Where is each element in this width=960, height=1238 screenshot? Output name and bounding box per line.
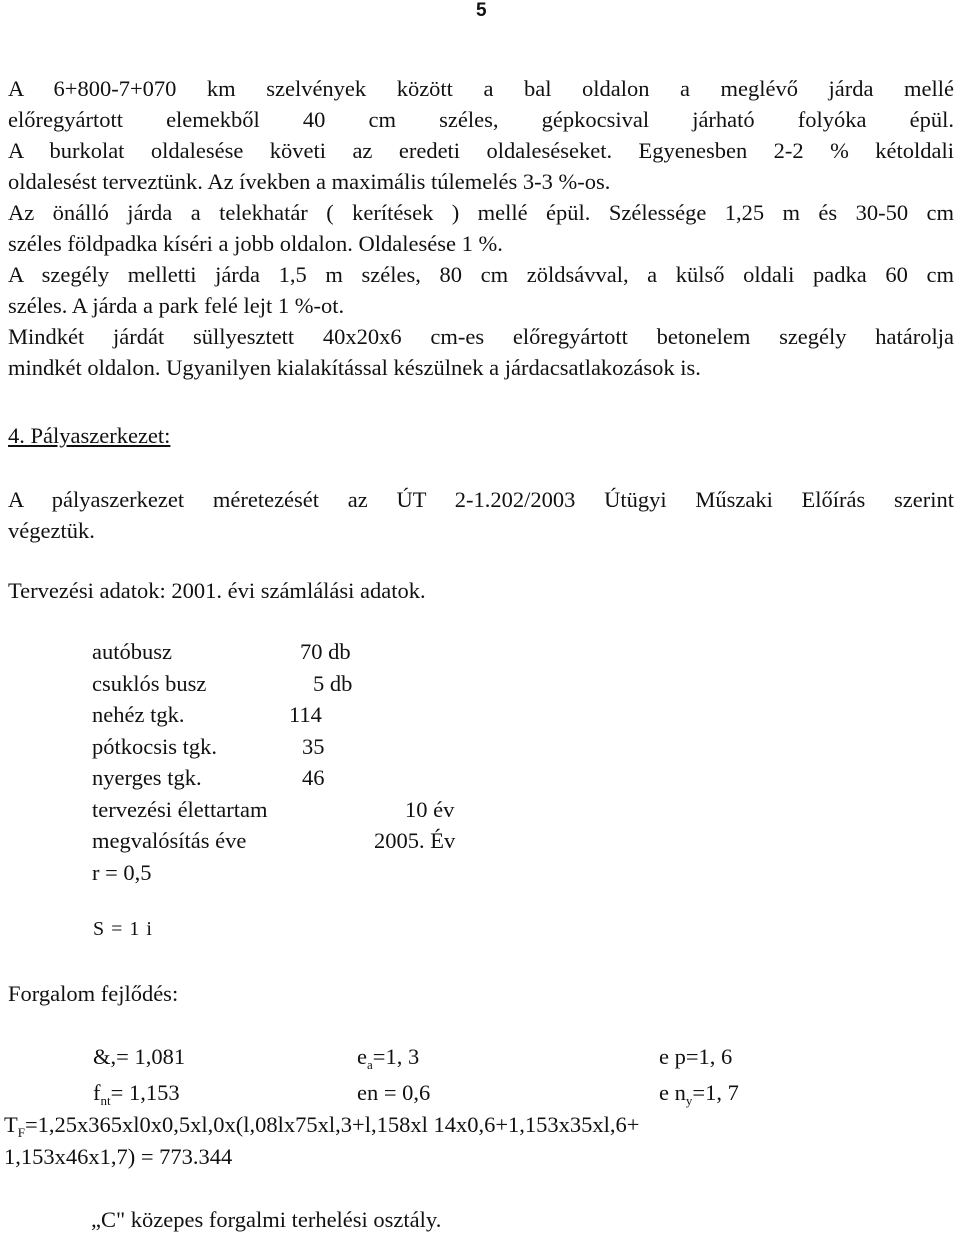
growth-factor-r1c2-rest: =1, 3 xyxy=(372,1044,420,1069)
section-heading: 4. Pályaszerkezet: xyxy=(8,423,171,448)
growth-factor-r2c3 xyxy=(659,1080,739,1109)
design-data-value: 70 db xyxy=(300,639,351,664)
growth-factor-r2c3-sub: y xyxy=(685,1093,693,1108)
growth-factor-r1c2-main: e xyxy=(357,1044,367,1069)
description-line: előregyártott elemekből 40 cm széles, gépkocsival járható folyóka épül. xyxy=(8,107,954,132)
tf-line1-text: =1,25x365xl0x0,5xl,0x(l,08lx75xl,3+l,158xl 14x0,6+1,153x35xl,6+ xyxy=(24,1112,640,1137)
page-number: 5 xyxy=(476,0,487,21)
description-line: A 6+800-7+070 km szelvények között a bal oldalon a meglévő járda mellé xyxy=(8,76,954,101)
growth-factor-r2c1-main: f xyxy=(93,1080,101,1105)
description-line: A szegély melletti járda 1,5 m széles, 80 cm zöldsávval, a külső oldali padka 60 cm xyxy=(8,262,954,287)
design-data-label: nehéz tgk. xyxy=(92,702,185,727)
design-data-value: 2005. Év xyxy=(374,828,456,853)
pavement-paragraph xyxy=(8,484,954,546)
traffic-growth-title: Forgalom fejlődés: xyxy=(8,981,179,1006)
design-data-label: autóbusz xyxy=(92,639,172,664)
description-line: oldalesést terveztünk. Az ívekben a maximális túlemelés 3-3 %-os. xyxy=(8,169,611,194)
growth-factor-r2c1-sub: nt xyxy=(100,1093,111,1108)
growth-factor-r2c2: en = 0,6 xyxy=(357,1080,431,1105)
design-data-value: 5 db xyxy=(313,670,353,696)
growth-factor-r2c1-rest: = 1,153 xyxy=(110,1080,180,1105)
growth-factor-r2c3-main: e n xyxy=(659,1080,686,1105)
description-paragraph xyxy=(8,73,954,383)
design-data-value: 10 év xyxy=(405,796,455,822)
design-data-title: Tervezési adatok: 2001. évi számlálási adatok. xyxy=(8,578,426,603)
tf-formula-line2: 1,153x46x1,7) = 773.344 xyxy=(4,1144,233,1169)
design-data-label: csuklós busz xyxy=(92,670,207,696)
description-line: széles. A járda a park felé lejt 1 %-ot. xyxy=(8,293,345,318)
growth-factor-r2c1 xyxy=(93,1080,180,1109)
design-data-value: 46 xyxy=(302,765,325,790)
growth-factor-r1c1: &,= 1,081 xyxy=(93,1044,186,1069)
growth-factor-r1c3: e p=1, 6 xyxy=(659,1044,733,1069)
description-line: A burkolat oldalesése követi az eredeti oldaleséseket. Egyenesben 2-2 % kétoldali xyxy=(8,138,954,163)
pavement-line: A pályaszerkezet méretezését az ÚT 2-1.202/2003 Útügyi Műszaki Előírás szerint xyxy=(8,487,954,512)
description-line: Mindkét járdát süllyesztett 40x20x6 cm-es előregyártott betonelem szegély határolja xyxy=(8,324,954,349)
pavement-line: végeztük. xyxy=(8,518,95,543)
tf-formula-line1 xyxy=(4,1112,640,1141)
design-data-label: megvalósítás éve xyxy=(92,828,247,853)
design-data-label: r = 0,5 xyxy=(92,859,152,885)
design-data-label: pótkocsis tgk. xyxy=(92,733,218,759)
description-line: Az önálló járda a telekhatár ( kerítések ) mellé épül. Szélessége 1,25 m és 30-50 cm xyxy=(8,200,954,225)
design-data-label: nyerges tgk. xyxy=(92,765,202,790)
growth-factor-r1c2-sub: a xyxy=(367,1057,373,1072)
description-line: mindkét oldalon. Ugyanilyen kialakítással készülnek a járdacsatlakozások is. xyxy=(8,355,701,380)
growth-factor-r2c3-rest: =1, 7 xyxy=(692,1080,739,1105)
growth-factor-r1c2 xyxy=(357,1044,419,1073)
design-data-label: tervezési élettartam xyxy=(92,796,268,822)
tf-main: T xyxy=(4,1112,18,1137)
tf-sub: F xyxy=(17,1125,25,1140)
conclusion-text: „C" közepes forgalmi terhelési osztály. xyxy=(91,1207,442,1232)
design-data-value: 35 xyxy=(302,733,325,759)
design-data-value: 114 xyxy=(289,702,322,727)
description-line: széles földpadka kíséri a jobb oldalon. Oldalesése 1 %. xyxy=(8,231,503,256)
s-formula: S = 1 i xyxy=(93,918,153,940)
